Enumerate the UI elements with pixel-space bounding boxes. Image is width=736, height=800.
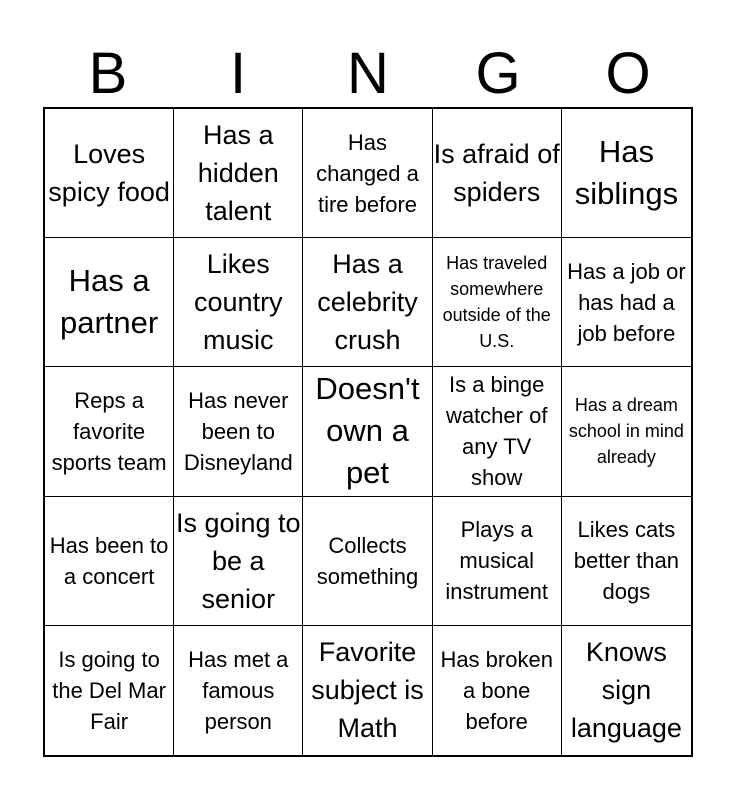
header-letter-n: N (347, 41, 389, 106)
bingo-grid (43, 107, 693, 757)
bingo-cell-text: Favorite subject is Math (311, 637, 424, 744)
bingo-cell-text: Has changed a tire before (316, 129, 419, 217)
bingo-cell-text: Is going to be a senior (175, 507, 301, 614)
bingo-cell-4-2 (174, 497, 303, 626)
bingo-cell-2-4 (433, 238, 562, 367)
bingo-cell-text: Likes cats better than dogs (573, 517, 679, 605)
bingo-cell-text: Has been to a concert (49, 532, 169, 589)
bingo-header (43, 40, 693, 108)
bingo-cell-text: Has traveled somewhere outside of the U.S. (442, 253, 551, 352)
bingo-cell-1-4 (433, 109, 562, 238)
bingo-cell-3-2 (174, 367, 303, 496)
header-letter-i: I (229, 41, 247, 106)
bingo-cell-2-2 (174, 238, 303, 367)
bingo-cell-1-2 (174, 109, 303, 238)
bingo-cell-4-1 (45, 497, 174, 626)
bingo-cell-text: Reps a favorite sports team (51, 387, 167, 475)
header-letter-b: B (88, 41, 128, 106)
bingo-cell-4-4 (433, 497, 562, 626)
bingo-cell-5-4 (433, 626, 562, 755)
bingo-cell-text: Plays a musical instrument (445, 517, 549, 605)
bingo-cell-text: Has a celebrity crush (317, 249, 418, 356)
header-letter-o: O (605, 41, 651, 106)
bingo-cell-2-1 (45, 238, 174, 367)
bingo-cell-text: Has a dream school in mind already (568, 395, 684, 468)
bingo-cell-text: Is a binge watcher of any TV show (445, 372, 548, 491)
bingo-cell-text: Has met a famous person (188, 646, 289, 734)
bingo-cell-3-4 (433, 367, 562, 496)
bingo-cell-text: Collects something (316, 532, 419, 589)
bingo-cell-text: Has never been to Disneyland (183, 387, 293, 475)
bingo-cell-3-3 (303, 367, 432, 496)
bingo-cell-text: Likes country music (194, 249, 283, 356)
bingo-cell-4-3 (303, 497, 432, 626)
bingo-cell-1-5 (562, 109, 691, 238)
bingo-cell-text: Has siblings (574, 134, 679, 212)
bingo-cell-5-5 (562, 626, 691, 755)
bingo-cell-text: Has a job or has had a job before (567, 258, 686, 346)
bingo-cell-text: Is afraid of spiders (433, 139, 560, 208)
bingo-cell-3-5 (562, 367, 691, 496)
bingo-cell-5-3 (303, 626, 432, 755)
bingo-cell-1-3 (303, 109, 432, 238)
bingo-cell-text: Doesn't own a pet (315, 371, 420, 491)
bingo-cell-text: Loves spicy food (48, 139, 170, 208)
bingo-cell-text: Is going to the Del Mar Fair (52, 646, 166, 734)
bingo-cell-text: Has a hidden talent (197, 120, 279, 227)
bingo-cell-text: Has a partner (59, 263, 159, 341)
bingo-cell-5-2 (174, 626, 303, 755)
bingo-cell-2-3 (303, 238, 432, 367)
header-letter-g: G (475, 41, 521, 106)
bingo-cell-5-1 (45, 626, 174, 755)
bingo-cell-text: Has broken a bone before (440, 646, 553, 734)
bingo-cell-4-5 (562, 497, 691, 626)
bingo-cell-text: Knows sign language (570, 637, 682, 744)
bingo-cell-3-1 (45, 367, 174, 496)
bingo-cell-1-1 (45, 109, 174, 238)
bingo-cell-2-5 (562, 238, 691, 367)
